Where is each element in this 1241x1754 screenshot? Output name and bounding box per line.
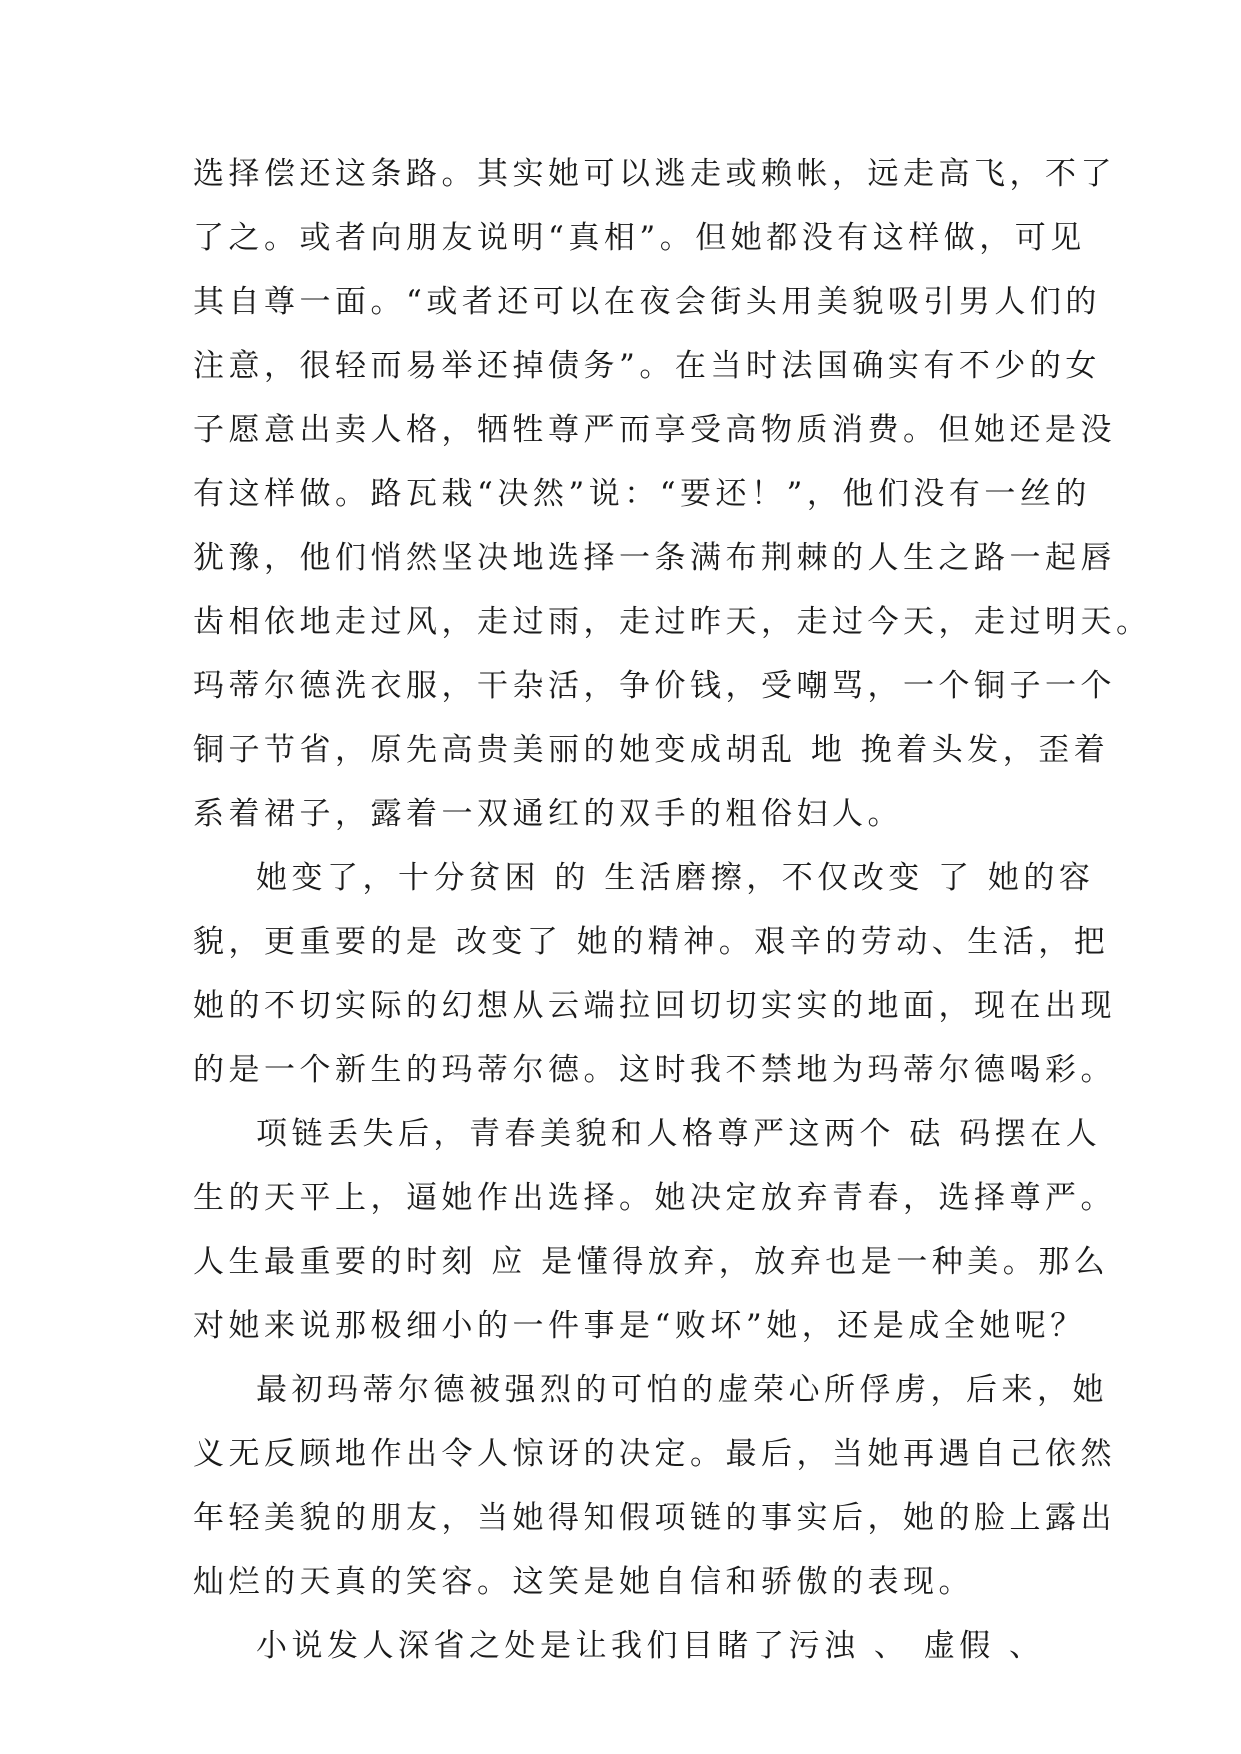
text-line: 犹豫，他们悄然坚决地选择一条满布荆棘的人生之路一起唇: [193, 540, 1116, 576]
paragraph-start-line: 项链丢失后，青春美貌和人格尊严这两个 砝 码摆在人: [256, 1116, 1102, 1152]
text-line: 灿烂的天真的笑容。这笑是她自信和骄傲的表现。: [193, 1564, 974, 1600]
text-line: 有这样做。路瓦栽“决然”说：“要还！”，他们没有一丝的: [193, 476, 1091, 512]
text-line: 齿相依地走过风，走过雨，走过昨天，走过今天，走过明天。: [193, 604, 1152, 640]
text-line: 铜子节省，原先高贵美丽的她变成胡乱 地 挽着头发，歪着: [193, 732, 1110, 768]
text-line: 貌，更重要的是 改变了 她的精神。艰辛的劳动、生活，把: [193, 924, 1110, 960]
text-line: 义无反顾地作出令人惊讶的决定。最后，当她再遇自己依然: [193, 1436, 1116, 1472]
text-line: 年轻美貌的朋友，当她得知假项链的事实后，她的脸上露出: [193, 1500, 1116, 1536]
text-line: 系着裙子，露着一双通红的双手的粗俗妇人。: [193, 796, 903, 832]
text-line: 其自尊一面。“或者还可以在夜会街头用美貌吸引男人们的: [193, 284, 1101, 320]
text-line: 选择偿还这条路。其实她可以逃走或赖帐，远走高飞，不了: [193, 156, 1116, 192]
text-line: 玛蒂尔德洗衣服，干杂活，争价钱，受嘲骂，一个铜子一个: [193, 668, 1116, 704]
text-line: 生的天平上，逼她作出选择。她决定放弃青春，选择尊严。: [193, 1180, 1116, 1216]
text-line: 子愿意出卖人格，牺牲尊严而享受高物质消费。但她还是没: [193, 412, 1116, 448]
paragraph-start-line: 最初玛蒂尔德被强烈的可怕的虚荣心所俘虏，后来，她: [256, 1372, 1108, 1408]
text-line: 了之。或者向朋友说明“真相”。但她都没有这样做，可见: [193, 220, 1086, 256]
text-line: 她的不切实际的幻想从云端拉回切切实实的地面，现在出现: [193, 988, 1116, 1024]
paragraph-start-line: 小说发人深省之处是让我们目睹了污浊 、 虚假 、: [256, 1628, 1045, 1664]
text-line: 注意，很轻而易举还掉债务”。在当时法国确实有不少的女: [193, 348, 1101, 384]
text-line: 的是一个新生的玛蒂尔德。这时我不禁地为玛蒂尔德喝彩。: [193, 1052, 1116, 1088]
text-line: 人生最重要的时刻 应 是懂得放弃，放弃也是一种美。那么: [193, 1244, 1110, 1280]
paragraph-start-line: 她变了，十分贫困 的 生活磨擦，不仅改变 了 她的容: [256, 860, 1095, 896]
text-line: 对她来说那极细小的一件事是“败坏”她，还是成全她呢？: [193, 1308, 1086, 1344]
